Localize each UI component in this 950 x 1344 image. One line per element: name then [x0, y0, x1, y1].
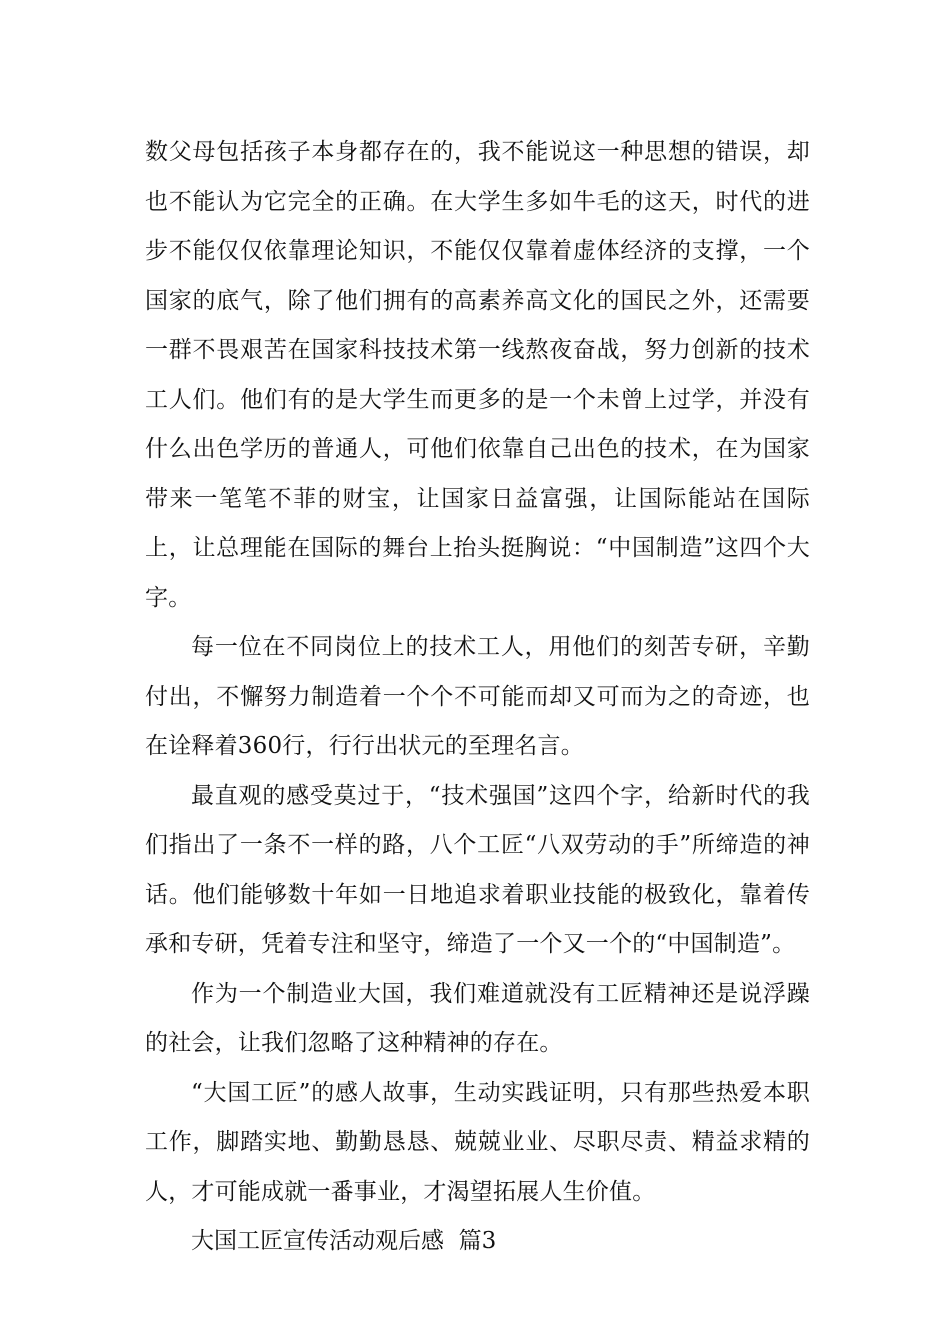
section-heading: 大国工匠宣传活动观后感 篇3: [191, 1228, 497, 1254]
paragraph-1: 数父母包括孩子本身都存在的，我不能说这一种思想的错误，却也不能认为它完全的正确。在大学生多如牛毛的这天，时代的进步不能仅仅依靠理论知识，不能仅仅靠着虚体经济的支撑，一个国家的底气，除了他们拥有的高素养高文化的国民之外，还需要一群不畏艰苦在国家科技技术第一线熬夜奋战，努力创新的技术工人们。他们有的是大学生而更多的是一个未曾上过学，并没有什么出色学历的普通人，可他们依靠自己出色的技术，在为国家带来一笔笔不菲的财宝，让国家日益富强，让国际能站在国际上，让总理能在国际的舞台上抬头挺胸说：“中国制造”这四个大字。: [145, 139, 810, 611]
paragraph-2: 每一位在不同岗位上的技术工人，用他们的刻苦专研，辛勤付出，不懈努力制造着一个个不可能而却又可而为之的奇迹，也在诠释着360行，行行出状元的至理名言。: [145, 634, 810, 759]
paragraph-4: 作为一个制造业大国，我们难道就没有工匠精神还是说浮躁的社会，让我们忽略了这种精神的存在。: [145, 980, 810, 1056]
document-body: [145, 128, 810, 1267]
paragraph-5: “大国工匠”的感人故事，生动实践证明，只有那些热爱本职工作，脚踏实地、勤勤恳恳、兢兢业业、尽职尽责、精益求精的人，才可能成就一番事业，才渴望拓展人生价值。: [145, 1079, 810, 1205]
paragraph-3: 最直观的感受莫过于，“技术强国”这四个字，给新时代的我们指出了一条不一样的路，八个工匠“八双劳动的手”所缔造的神话。他们能够数十年如一日地追求着职业技能的极致化，靠着传承和专研，凭着专注和坚守，缔造了一个又一个的“中国制造”。: [145, 782, 810, 957]
